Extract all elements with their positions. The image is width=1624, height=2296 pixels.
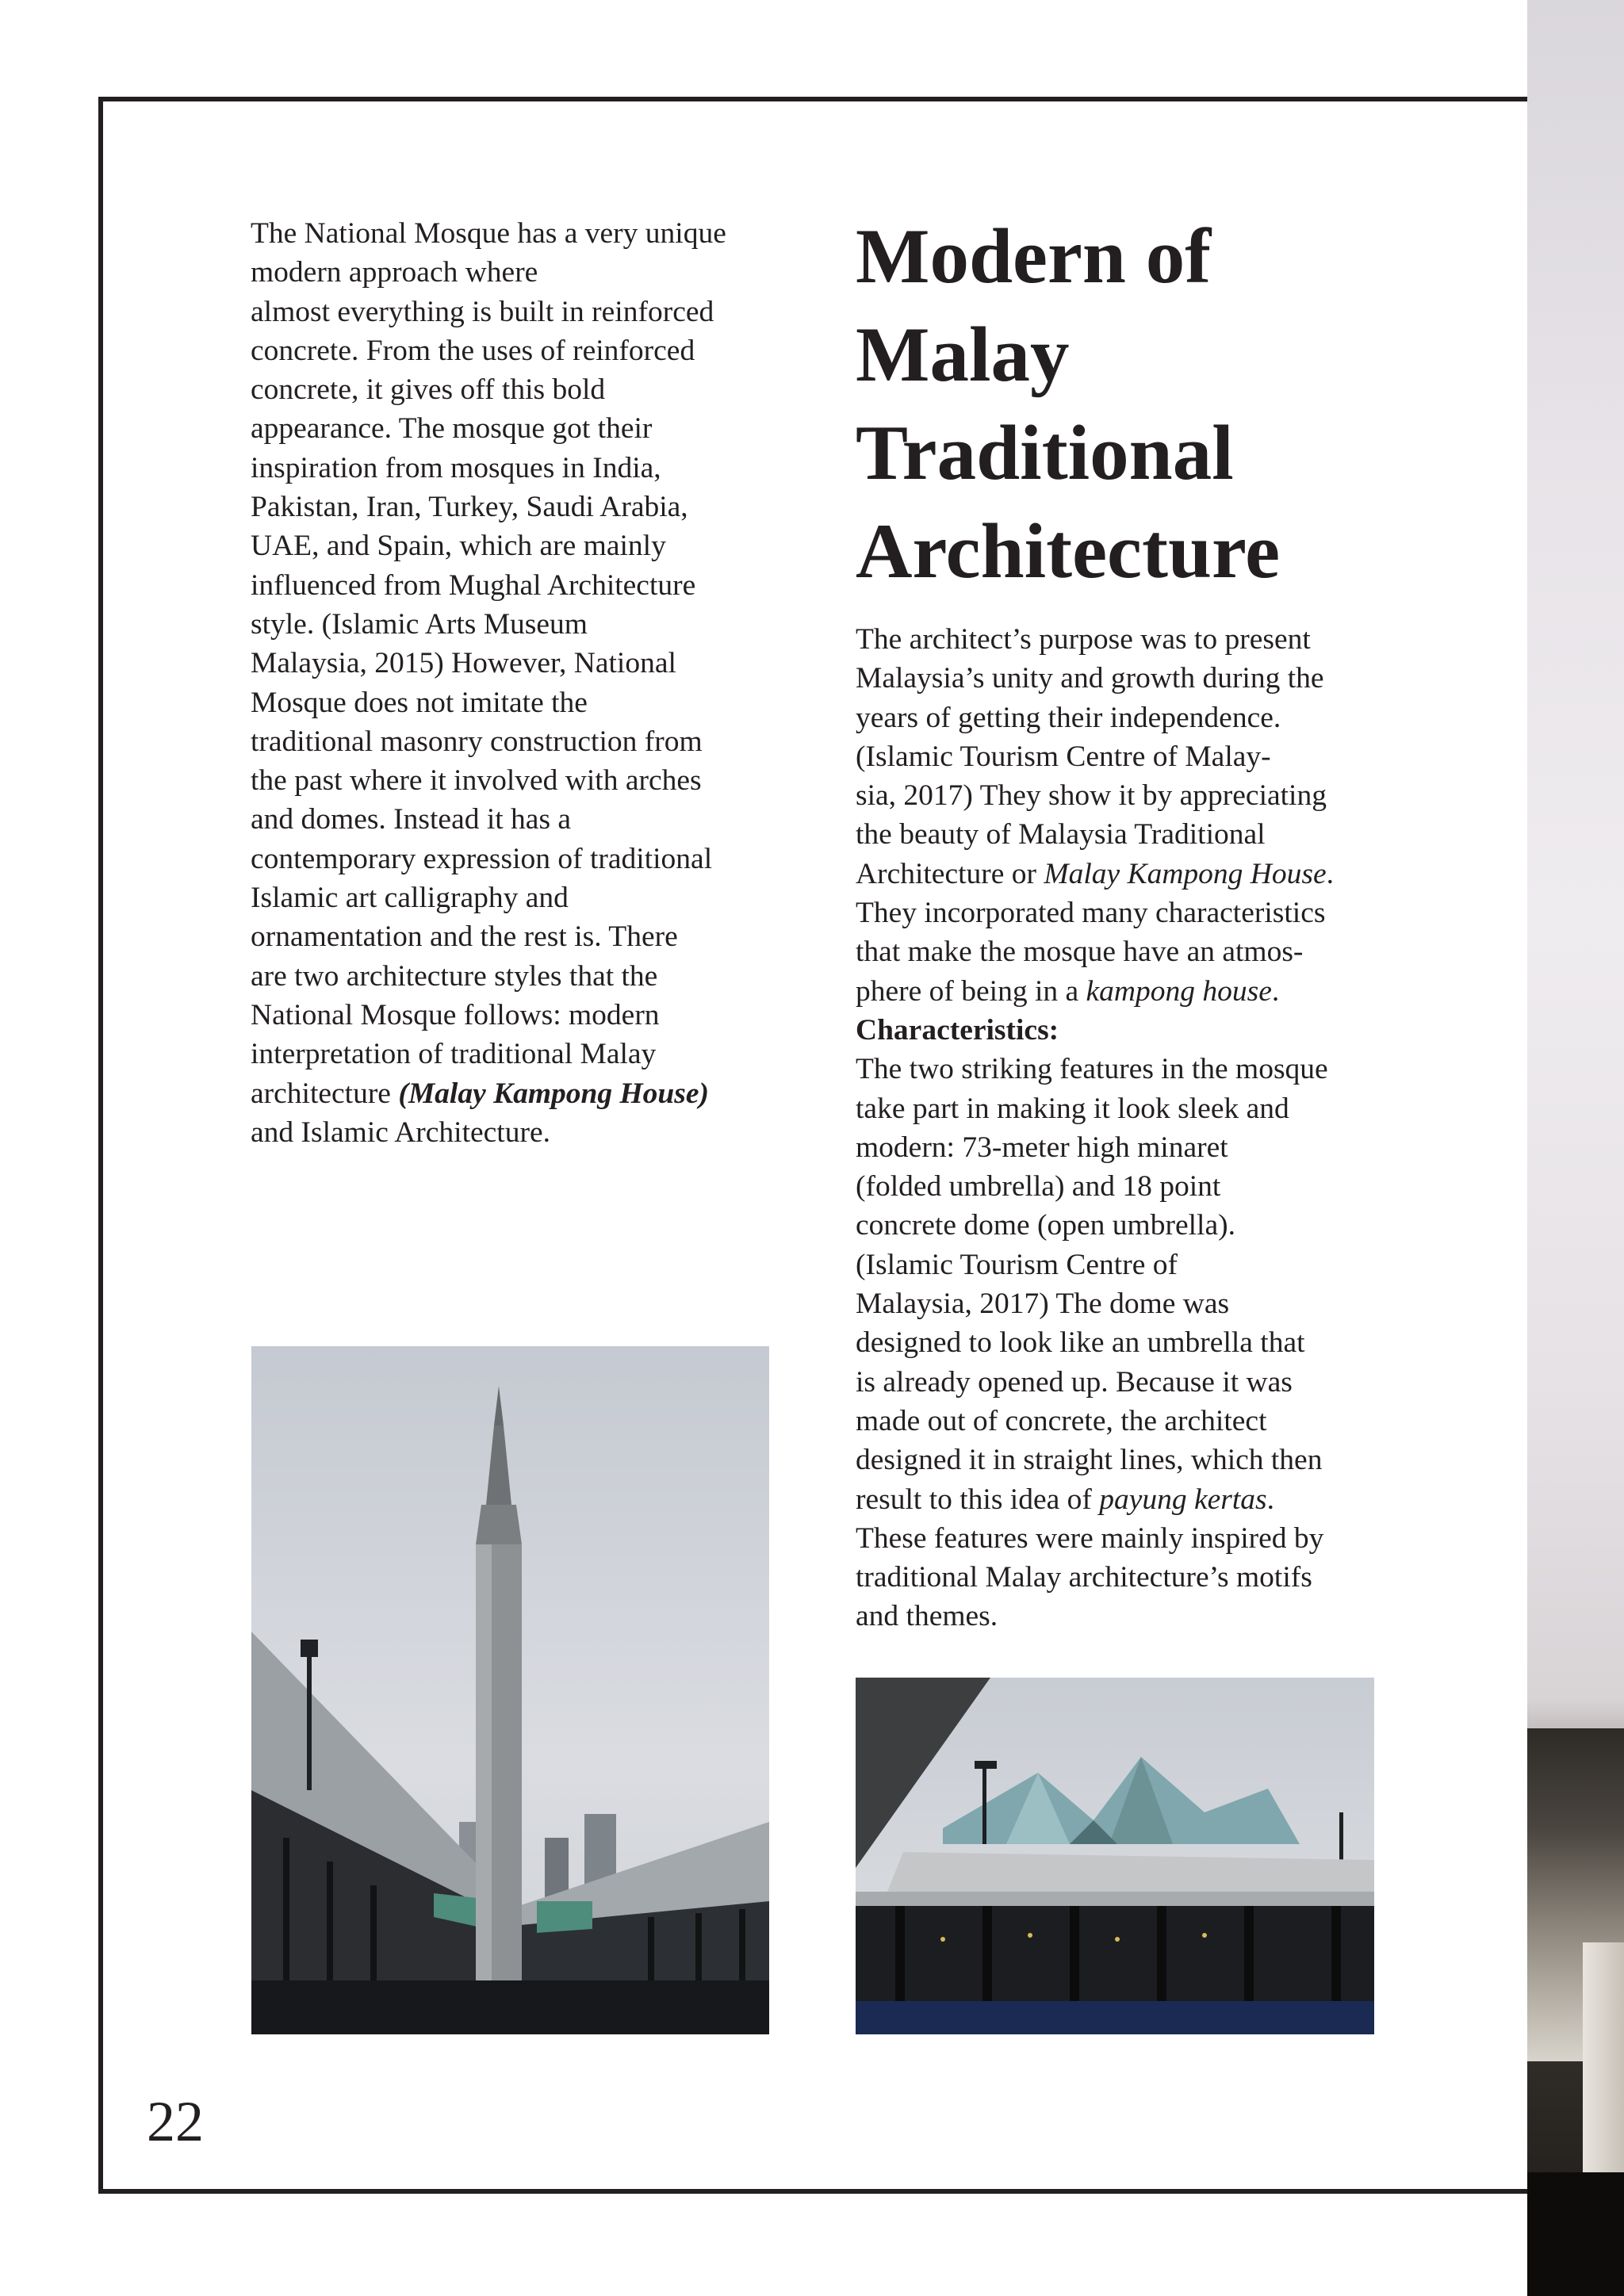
left-line: and Islamic Architecture. bbox=[251, 1115, 550, 1149]
left-line: appearance. The mosque got their bbox=[251, 412, 653, 446]
right-line: designed it in straight lines, which then bbox=[856, 1444, 1323, 1477]
right-line: Malaysia, 2017) The dome was bbox=[856, 1288, 1230, 1321]
left-line: National Mosque follows: modern bbox=[251, 998, 660, 1031]
title-line-3: Traditional bbox=[856, 410, 1234, 496]
right-column-text bbox=[856, 620, 1395, 1636]
left-line: Malaysia, 2015) However, National bbox=[251, 647, 676, 680]
right-line: is already opened up. Because it was bbox=[856, 1365, 1293, 1399]
right-line: (Islamic Tourism Centre of bbox=[856, 1248, 1178, 1281]
right-line: traditional Malay architecture’s motifs bbox=[856, 1561, 1312, 1594]
right-line: Malaysia’s unity and growth during the bbox=[856, 662, 1324, 695]
left-line: contemporary expression of traditional bbox=[251, 842, 713, 875]
left-line: almost everything is built in reinforced bbox=[251, 295, 714, 328]
title-line-2: Malay bbox=[856, 312, 1070, 398]
right-line-end: . bbox=[1271, 974, 1280, 1008]
left-paragraph bbox=[251, 214, 782, 1152]
right-line: These features were mainly inspired by bbox=[856, 1521, 1324, 1555]
left-line: Islamic art calligraphy and bbox=[251, 882, 569, 915]
right-line-end: . bbox=[1326, 857, 1334, 890]
right-line: The two striking features in the mosque bbox=[856, 1053, 1328, 1086]
left-line: the past where it involved with arches bbox=[251, 764, 702, 798]
left-line: inspiration from mosques in India, bbox=[251, 451, 661, 484]
mosque-roof-photo-drawing bbox=[856, 1678, 1374, 2034]
background-photo-strip bbox=[1527, 0, 1624, 2296]
right-line: (Islamic Tourism Centre of Malay- bbox=[856, 740, 1271, 773]
right-line: that make the mosque have an atmos- bbox=[856, 936, 1304, 969]
right-line: sia, 2017) They show it by appreciating bbox=[856, 779, 1327, 813]
left-line: style. (Islamic Arts Museum bbox=[251, 607, 588, 641]
title-line-1: Modern of bbox=[856, 213, 1212, 300]
right-line-start: Architecture or bbox=[856, 857, 1044, 890]
page-number: 22 bbox=[147, 2090, 204, 2153]
left-line: concrete. From the uses of reinforced bbox=[251, 334, 695, 367]
left-line: influenced from Mughal Architecture bbox=[251, 568, 696, 602]
malay-kampong-house-emphasis: (Malay Kampong House) bbox=[398, 1077, 710, 1110]
mosque-roof-photo bbox=[856, 1678, 1374, 2034]
left-line: concrete, it gives off this bold bbox=[251, 373, 606, 407]
right-line: modern: 73-meter high minaret bbox=[856, 1131, 1228, 1164]
left-line: The National Mosque has a very unique bbox=[251, 217, 726, 250]
characteristics-label: Characteristics: bbox=[856, 1013, 1059, 1047]
left-line: modern approach where bbox=[251, 256, 538, 289]
right-line: and themes. bbox=[856, 1600, 998, 1633]
right-paragraph bbox=[856, 620, 1395, 1636]
left-line: traditional masonry construction from bbox=[251, 725, 703, 758]
malay-kampong-house-italic: Malay Kampong House bbox=[1044, 857, 1327, 890]
right-line: years of getting their independence. bbox=[856, 701, 1281, 734]
right-line: take part in making it look sleek and bbox=[856, 1092, 1289, 1125]
left-line: and domes. Instead it has a bbox=[251, 803, 572, 836]
background-dark-base bbox=[1527, 2172, 1624, 2296]
page-title bbox=[856, 208, 1411, 601]
payung-kertas-italic: payung kertas bbox=[1099, 1483, 1267, 1516]
left-line: interpretation of traditional Malay bbox=[251, 1038, 657, 1071]
left-line: UAE, and Spain, which are mainly bbox=[251, 530, 666, 563]
right-line-start: phere of being in a bbox=[856, 974, 1086, 1008]
left-line: Pakistan, Iran, Turkey, Saudi Arabia, bbox=[251, 491, 688, 524]
right-line: (folded umbrella) and 18 point bbox=[856, 1170, 1221, 1203]
right-line-end: . bbox=[1266, 1483, 1275, 1516]
right-line: the beauty of Malaysia Traditional bbox=[856, 818, 1266, 851]
left-line: are two architecture styles that the bbox=[251, 959, 658, 993]
right-line: concrete dome (open umbrella). bbox=[856, 1209, 1235, 1242]
left-line: Mosque does not imitate the bbox=[251, 686, 588, 719]
minaret-photo-drawing bbox=[251, 1346, 769, 2034]
right-line-start: result to this idea of bbox=[856, 1483, 1100, 1516]
right-line: The architect’s purpose was to present bbox=[856, 623, 1311, 656]
background-pillar bbox=[1583, 1942, 1624, 2180]
title-line-4: Architecture bbox=[856, 508, 1281, 595]
kampong-house-italic: kampong house bbox=[1086, 974, 1272, 1008]
minaret-photo bbox=[251, 1346, 769, 2034]
right-line: made out of concrete, the architect bbox=[856, 1404, 1267, 1437]
left-line-start: architecture bbox=[251, 1077, 399, 1110]
right-line: They incorporated many characteristics bbox=[856, 897, 1326, 930]
left-line: ornamentation and the rest is. There bbox=[251, 920, 678, 954]
right-line: designed to look like an umbrella that bbox=[856, 1326, 1305, 1360]
left-column-text bbox=[251, 214, 782, 1152]
